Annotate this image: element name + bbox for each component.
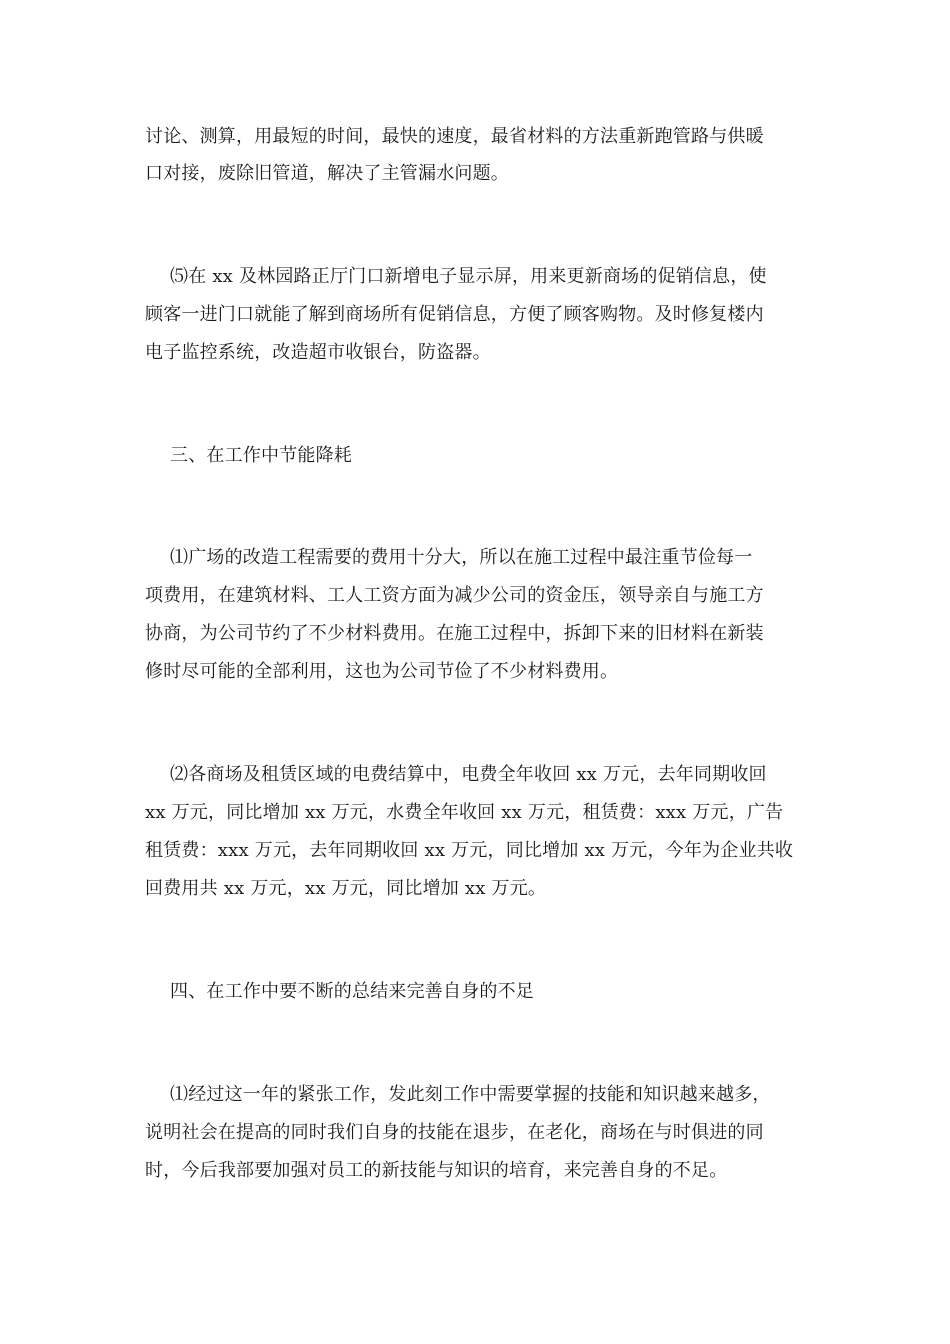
text-line: 电子监控系统，改造超市收银台，防盗器。	[145, 342, 491, 363]
text-line: 顾客一进门口就能了解到商场所有促销信息，方便了顾客购物。及时修复楼内	[145, 304, 764, 325]
section-heading-self-improvement: 四、在工作中要不断的总结来完善自身的不足	[170, 981, 534, 1002]
text-line: 说明社会在提高的同时我们自身的技能在退步，在老化，商场在与时俱进的同	[145, 1122, 764, 1143]
text-line: ⑴广场的改造工程需要的费用十分大，所以在施工过程中最注重节俭每一	[170, 547, 753, 568]
text-line: 讨论、测算，用最短的时间，最快的速度，最省材料的方法重新跑管路与供暖	[145, 126, 764, 147]
text-line: ⑵各商场及租赁区域的电费结算中，电费全年收回 xx 万元，去年同期收回	[170, 764, 767, 785]
text-line: 协商，为公司节约了不少材料费用。在施工过程中，拆卸下来的旧材料在新装	[145, 623, 764, 644]
text-line: 口对接，废除旧管道，解决了主管漏水问题。	[145, 163, 509, 184]
text-line: 修时尽可能的全部利用，这也为公司节俭了不少材料费用。	[145, 661, 619, 682]
text-line: 租赁费：xxx 万元，去年同期收回 xx 万元，同比增加 xx 万元，今年为企业共收	[145, 840, 794, 861]
section-heading-energy-saving: 三、在工作中节能降耗	[170, 445, 352, 466]
text-line: 时，今后我部要加强对员工的新技能与知识的培育，来完善自身的不足。	[145, 1160, 728, 1181]
text-line: 回费用共 xx 万元，xx 万元，同比增加 xx 万元。	[145, 878, 547, 899]
text-line: ⑴经过这一年的紧张工作，发此刻工作中需要掌握的技能和知识越来越多，	[170, 1084, 771, 1105]
text-line: 项费用，在建筑材料、工人工资方面为减少公司的资金压，领导亲自与施工方	[145, 585, 764, 606]
text-line: xx 万元，同比增加 xx 万元，水费全年收回 xx 万元，租赁费：xxx 万元，广告	[145, 802, 784, 823]
text-line: ⑸在 xx 及林园路正厅门口新增电子显示屏，用来更新商场的促销信息，使	[170, 266, 767, 287]
